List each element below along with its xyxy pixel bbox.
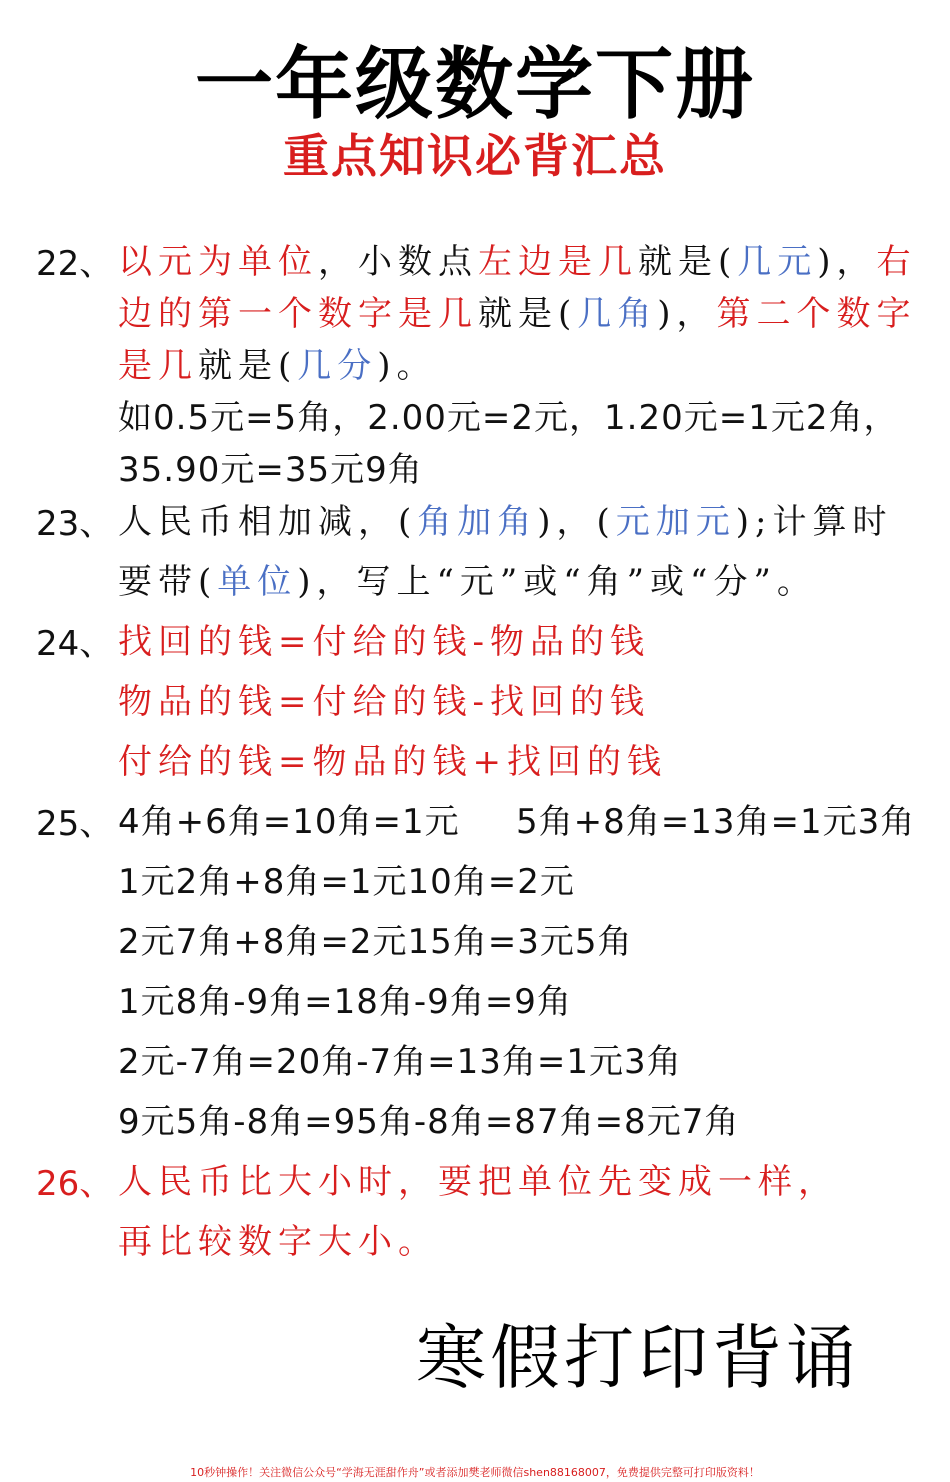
text: 就是(: [198, 346, 298, 386]
item-25-line-3: 2元7角+8角=2元15角=3元5角: [118, 922, 633, 962]
text: 就是(: [478, 294, 578, 334]
text: );计算时: [735, 502, 893, 542]
text-blue: 几角: [577, 294, 658, 334]
text-blue: 单位: [217, 562, 298, 602]
text-blue: 元加元: [615, 502, 736, 542]
text-red: 左边是几: [478, 242, 638, 282]
text-red: 是几: [118, 346, 198, 386]
text-blue: 角加角: [417, 502, 538, 542]
item-number: 26、: [36, 1164, 114, 1204]
item-23-line-1: [118, 494, 893, 543]
item-26-line-1: 人民币比大小时，要把单位先变成一样，: [118, 1162, 838, 1202]
text: )，写上“元”或“角”或“分”。: [297, 562, 817, 602]
item-number: 25、: [36, 804, 114, 844]
item-22-line-2: [118, 286, 917, 335]
item-number: 22、: [36, 244, 114, 284]
item-22-example-1: 如0.5元=5角，2.00元=2元，1.20元=1元2角，: [118, 398, 899, 438]
item-22-line-3: [118, 338, 437, 387]
item-25-line-4: 1元8角-9角=18角-9角=9角: [118, 982, 572, 1022]
text: 就是(: [638, 242, 738, 282]
item-25-line-1a: 4角+6角=10角=1元: [118, 802, 460, 842]
text-red: 第二个数字: [716, 294, 917, 334]
text: 要带(: [118, 562, 218, 602]
item-24-line-3: 付给的钱=物品的钱+找回的钱: [118, 742, 667, 782]
item-24-line-2: 物品的钱=付给的钱-找回的钱: [118, 682, 650, 722]
footer-note: 10秒钟操作！关注微信公众号“学海无涯甜作舟”或者添加樊老师微信shen88168007，免费提供完整可打印版资料！: [190, 1466, 760, 1479]
text-red: 边的第一个数字是几: [118, 294, 478, 334]
item-25-line-5: 2元-7角=20角-7角=13角=1元3角: [118, 1042, 682, 1082]
item-25-line-1b: 5角+8角=13角=1元3角: [516, 802, 916, 842]
item-number: 23、: [36, 504, 114, 544]
print-recite-label: 寒假打印背诵: [416, 1317, 860, 1399]
text: ，小数点: [318, 242, 478, 282]
text: )，: [817, 242, 877, 282]
item-22-line-1: [118, 234, 917, 283]
item-25-line-2: 1元2角+8角=1元10角=2元: [118, 862, 575, 902]
item-25-line-6: 9元5角-8角=95角-8角=87角=8元7角: [118, 1102, 740, 1142]
item-23-line-2: [118, 554, 817, 603]
page-title: 一年级数学下册: [194, 40, 755, 130]
text: 人民币相加减，(: [118, 502, 418, 542]
page-subtitle: 重点知识必背汇总: [283, 129, 667, 183]
text: )，: [657, 294, 717, 334]
text: )，(: [537, 502, 616, 542]
text-blue: 几分: [297, 346, 378, 386]
text-red: 右: [876, 242, 917, 282]
item-22-example-2: 35.90元=35元9角: [118, 450, 423, 490]
item-26-line-2: 再比较数字大小。: [118, 1222, 438, 1262]
item-24-line-1: 找回的钱=付给的钱-物品的钱: [118, 622, 650, 662]
text-blue: 几元: [737, 242, 818, 282]
item-number: 24、: [36, 624, 114, 664]
text: )。: [377, 346, 437, 386]
text-red: 以元为单位: [118, 242, 318, 282]
